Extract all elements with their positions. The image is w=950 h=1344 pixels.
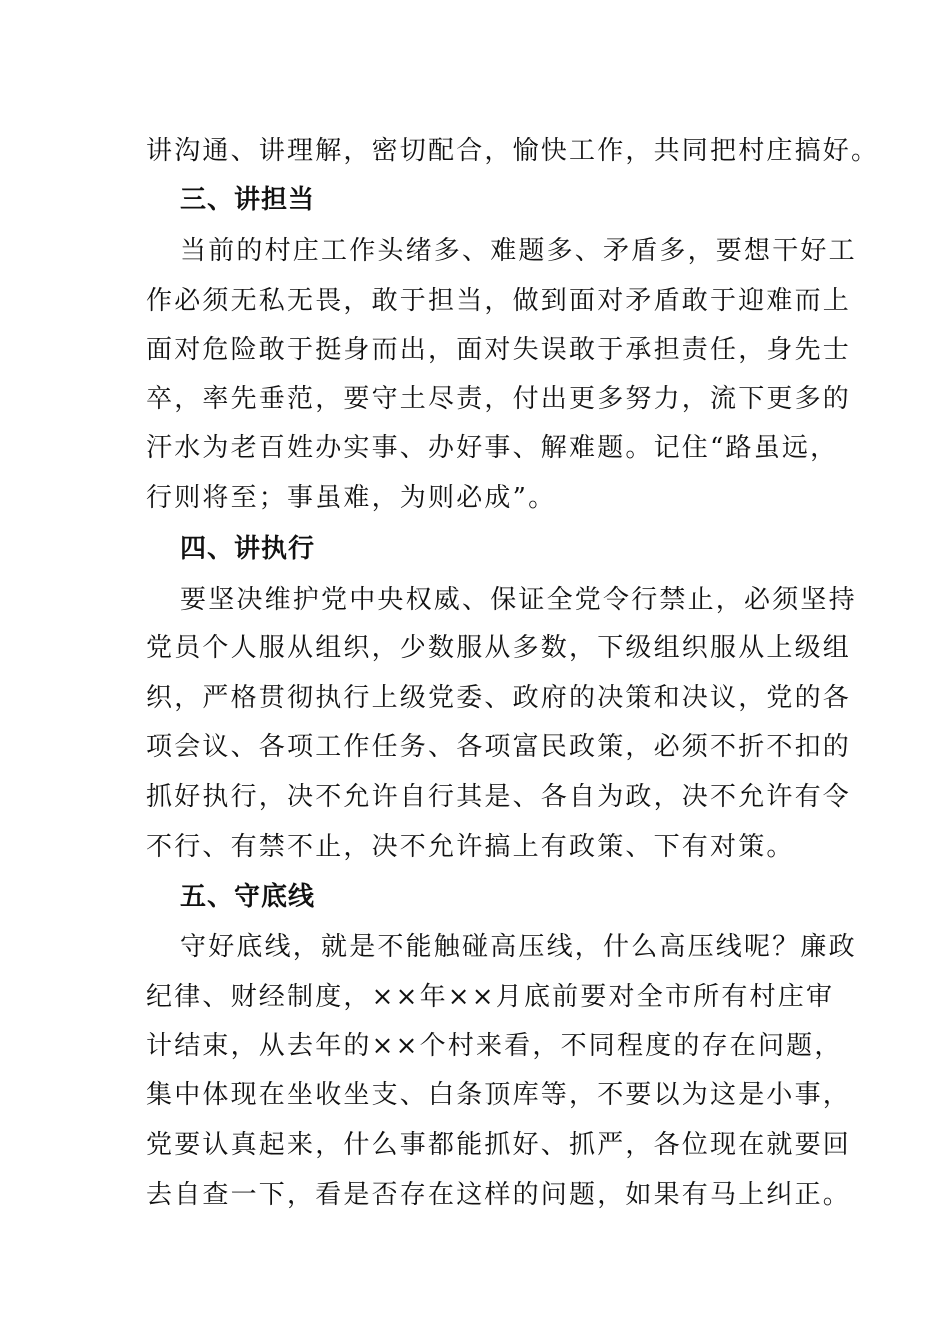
section-heading: 五、守底线 bbox=[180, 882, 316, 912]
body-text-line: 计结束，从去年的××个村来看，不同程度的存在问题， bbox=[146, 1031, 843, 1061]
paragraph-first-line: 要坚决维护党中央权威、保证全党令行禁止，必须坚持 bbox=[180, 585, 857, 615]
body-text-line: 汗水为老百姓办实事、办好事、解难题。记住“路虽远， bbox=[146, 433, 839, 463]
body-text-line: 作必须无私无畏，敢于担当，做到面对矛盾敢于迎难而上 bbox=[146, 286, 852, 316]
paragraph-first-line: 当前的村庄工作头绪多、难题多、矛盾多，要想干好工 bbox=[180, 236, 857, 266]
body-text-line: 集中体现在坐收坐支、白条顶库等，不要以为这是小事， bbox=[146, 1080, 852, 1110]
body-text-line: 党要认真起来，什么事都能抓好、抓严，各位现在就要回 bbox=[146, 1130, 852, 1160]
body-text-line: 党员个人服从组织，少数服从多数，下级组织服从上级组 bbox=[146, 633, 852, 663]
section-heading: 三、讲担当 bbox=[180, 185, 316, 215]
section-heading: 四、讲执行 bbox=[180, 534, 316, 564]
body-text-line: 行则将至；事虽难，为则必成”。 bbox=[146, 483, 557, 513]
paragraph-first-line: 守好底线，就是不能触碰高压线，什么高压线呢？廉政 bbox=[180, 932, 857, 962]
body-text-line: 织，严格贯彻执行上级党委、政府的决策和决议，党的各 bbox=[146, 683, 852, 713]
body-text-line: 讲沟通、讲理解，密切配合，愉快工作，共同把村庄搞好。 bbox=[146, 136, 880, 166]
body-text-line: 抓好执行，决不允许自行其是、各自为政，决不允许有令 bbox=[146, 782, 852, 812]
body-text-line: 面对危险敢于挺身而出，面对失误敢于承担责任，身先士 bbox=[146, 335, 852, 365]
body-text-line: 项会议、各项工作任务、各项富民政策，必须不折不扣的 bbox=[146, 732, 852, 762]
body-text-line: 去自查一下，看是否存在这样的问题，如果有马上纠正。 bbox=[146, 1180, 852, 1210]
body-text-line: 不行、有禁不止，决不允许搞上有政策、下有对策。 bbox=[146, 832, 795, 862]
body-text-line: 卒，率先垂范，要守土尽责，付出更多努力，流下更多的 bbox=[146, 384, 852, 414]
body-text-line: 纪律、财经制度，××年××月底前要对全市所有村庄审 bbox=[146, 982, 835, 1012]
